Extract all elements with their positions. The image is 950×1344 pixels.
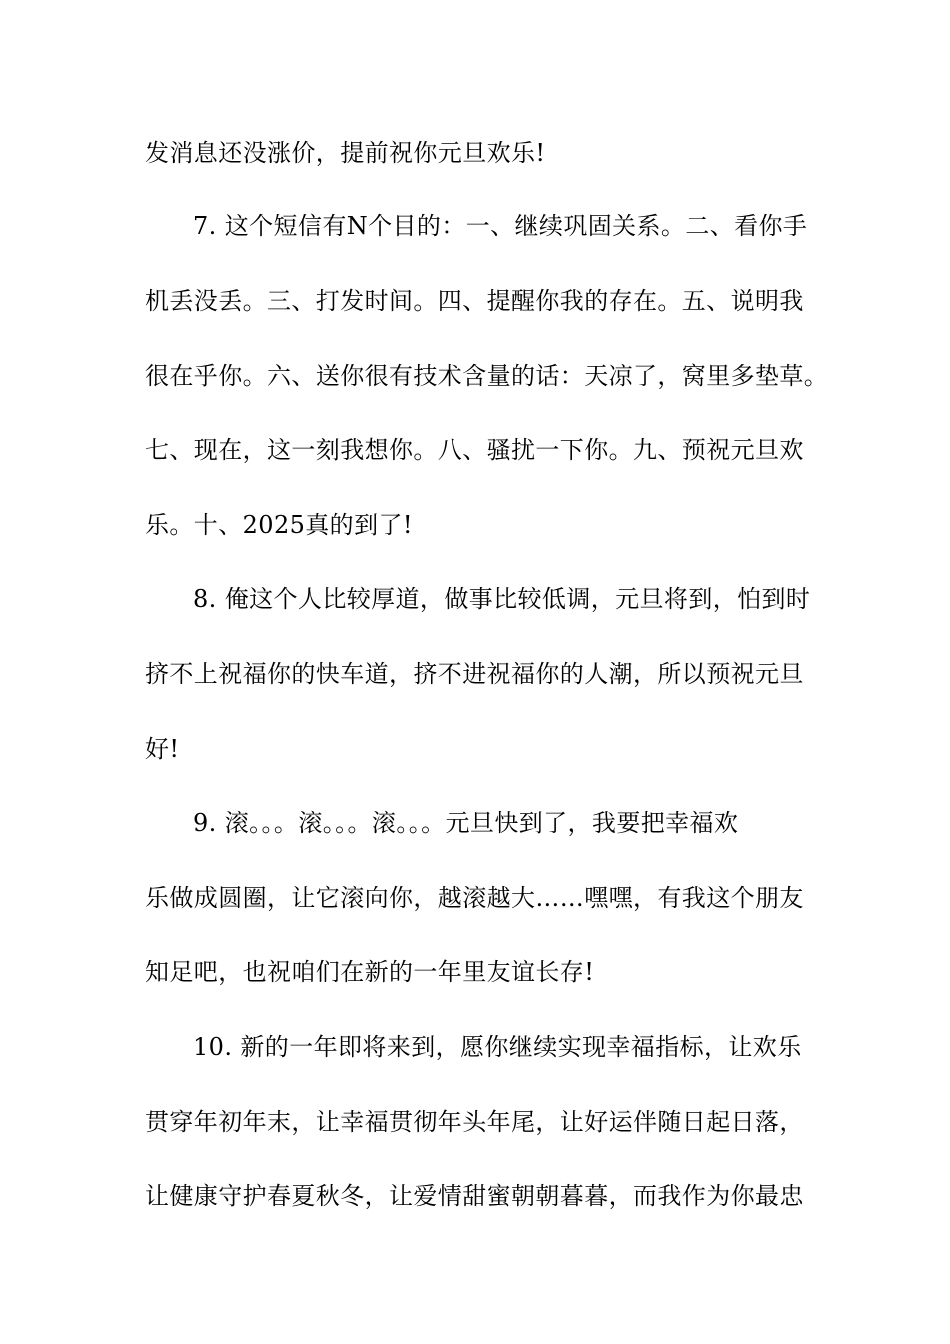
text-line: 知足吧，也祝咱们在新的一年里友谊长存! [145,958,595,986]
text-line: 8. 俺这个人比较厚道，做事比较低调，元旦将到，怕到时 [193,585,811,613]
text-line: 9. 滚。。。滚。。。滚。。。元旦快到了，我要把幸福欢 [193,809,739,837]
text-line: 让健康守护春夏秋冬，让爱情甜蜜朝朝暮暮，而我作为你最忠 [145,1182,804,1210]
text-line: 机丢没丢。三、打发时间。四、提醒你我的存在。五、说明我 [145,287,804,315]
text-line: 10. 新的一年即将来到，愿你继续实现幸福指标，让欢乐 [193,1033,802,1061]
text-line: 发消息还没涨价，提前祝你元旦欢乐! [145,139,546,167]
text-line: 很在乎你。六、送你很有技术含量的话：天凉了，窝里多垫草。 [145,362,829,390]
text-line: 挤不上祝福你的快车道，挤不进祝福你的人潮，所以预祝元旦 [145,660,804,688]
text-line: 好! [145,735,180,763]
text-line: 7. 这个短信有N个目的：一、继续巩固关系。二、看你手 [193,212,808,240]
text-line: 贯穿年初年末，让幸福贯彻年头年尾，让好运伴随日起日落， [145,1108,804,1136]
text-line: 七、现在，这一刻我想你。八、骚扰一下你。九、预祝元旦欢 [145,436,804,464]
text-line: 乐做成圆圈，让它滚向你，越滚越大……嘿嘿，有我这个朋友 [145,884,804,912]
text-line: 乐。十、2025真的到了! [145,511,413,539]
